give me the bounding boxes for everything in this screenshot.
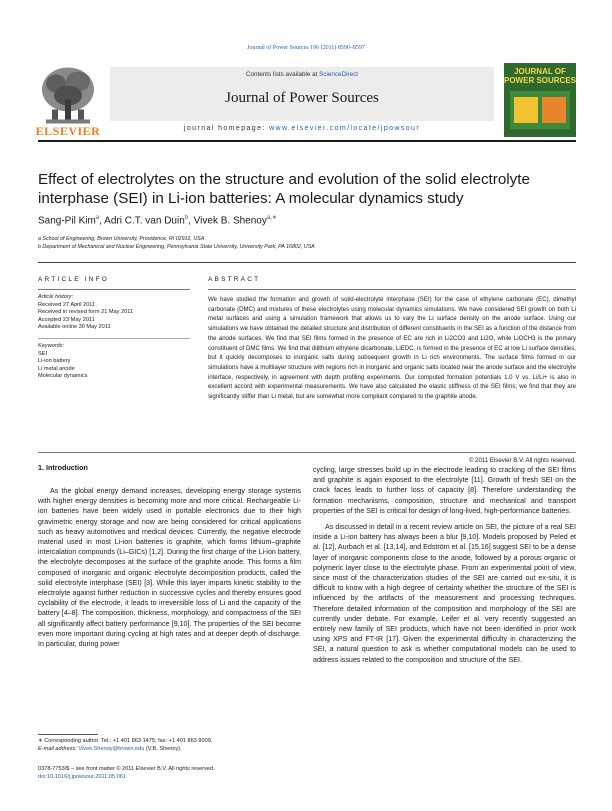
email-suffix: (V.B. Shenoy).: [144, 746, 182, 752]
email-label: E-mail address:: [38, 746, 79, 752]
email-line: [38, 745, 301, 753]
keyword: Molecular dynamics: [38, 373, 88, 380]
intro-paragraph: As discussed in detail in a recent review article on SEI, the picture of a real SEI inside a Li-ion battery has always been a blur [9,10]. Models proposed by Peled et al. [12], Aurbach et al. [13,14], and Edström et al. [15,16] suggest SEI to be a dense layer of inorganic components close to the anode, followed by a porous organic or polymeric layer close to the electrolyte phase. From an experimental point of view, since most of the characterization studies of the SEI are carried out ex-situ, it is difficult to know with a high degree of certainty whether the structure of the SEI is influenced by the artifacts of the measurement and processing techniques. Therefore detailed information of the composition and morphology of the SEI are currently under debate. For example, Leifer et al. very recently suggested an entirely new family of SEI products, which have not been identified in prior work using XPS and FT-IR [17]. Given the experimental difficulty in characterizing the SEI, a natural question to ask is whether computational models can be used to address issues related to the composition and structure of the SEI.: [313, 523, 576, 664]
intro-left-column: [38, 486, 301, 649]
author-name[interactable]: Adri C.T. van Duin: [104, 215, 185, 227]
author-name[interactable]: Sang-Pil Kim: [38, 215, 96, 227]
footnote-rule: [38, 734, 98, 735]
abstract-heading: ABSTRACT: [208, 276, 261, 283]
intro-right-column: [313, 465, 576, 665]
article-info-rule: [38, 289, 190, 290]
author-affiliation-mark[interactable]: b: [184, 215, 189, 221]
author-affiliation-mark[interactable]: a: [95, 215, 100, 221]
history-label: Article history:: [38, 294, 74, 300]
keyword: Li metal anode: [38, 365, 75, 372]
affiliation-rule: [38, 262, 576, 263]
article-info-block: [38, 292, 182, 381]
abstract-copyright: © 2011 Elsevier B.V. All rights reserved.: [468, 457, 576, 464]
elsevier-wordmark: ELSEVIER: [35, 124, 101, 138]
author-affiliation-mark[interactable]: a,∗: [266, 215, 277, 221]
issn-footer: [38, 766, 338, 781]
homepage-link[interactable]: www.elsevier.com/locate/jpowsour: [269, 125, 421, 132]
sciencedirect-link[interactable]: ScienceDirect: [319, 71, 358, 78]
article-info-heading: ARTICLE INFO: [38, 276, 110, 283]
author-name[interactable]: Vivek B. Shenoy: [193, 215, 267, 227]
author-list: Sang-Pil Kim$^a$, Adri C.T. van Duin$^b$, Vivek B. Shenoy$^{a,∗}$: [38, 215, 277, 227]
corresponding-line: ∗ Corresponding author. Tel.: +1 401 863 1475; fax: +1 401 863 9009.: [38, 738, 213, 744]
journal-reference[interactable]: Journal of Power Sources 196 (2011) 8590–8597: [247, 45, 365, 51]
keyword: SEI: [38, 350, 48, 357]
intro-paragraph: As the global energy demand increases, developing energy storage systems with higher energy densities is becoming more and more critical. Rechargeable Li-ion batteries have been widely used in portable electronics due to their high gravimetric energy storage and now are being considered for critical applications such as heavy automotives and medical devices. Currently, the negative electrode material used in most Li-ion batteries is graphite, which forms lithium–graphite intercalation compounds (Li–GICs) [1,2]. During the first charge of the Li-ion battery, the electrolyte decomposes at the surface of the graphite anode. This forms a film composed of inorganic and organic electrolyte decomposition products, called the solid electrolyte interphase (SEI) [3]. While this layer imparts kinetic stability to the electrolyte against further reduction in successive cycles and thereby ensures good cyclability of the electrode, it leads to irreversible loss of Li and the capacity of the battery [4–8]. The composition, thickness, morphology, and compactness of the SEI all significantly affect battery performance [9,10]. The properties of the SEI become even more important during cycling at high rates and at deeper depth of discharge. In particular, during power: [38, 487, 301, 649]
abstract-text: We have studied the formation and growth of solid-electrolyte interphase (SEI) for the case of ethylene carbonate (EC), dimethyl carbonate (DMC) and mixtures of these electrolytes using molecular dynamics simulations. We have considered SEI growth on both Li metal surfaces and using a simulation framework that allows us to vary the Li surface density on the anode surface. Using our simulations we have obtained the detailed structure and distribution of different constituents in the SEI as a function of the distance from the anode surfaces. We find that SEI films formed in the presence of EC are rich in Li2CO3 and Li2O, while LiOCH3 is the primary constituent of DMC films. We find that dilithium ethylene dicarbonate, LiEDC, is formed in the presence of EC at low Li surface densities, but it quickly decomposes to inorganic salts during subsequent growth in Li rich environments. The surface films formed in our simulations have a multilayer structure with regions rich in inorganic and organic salts located near the anode surface and the electrolyte interface, respectively, in agreement with depth profiling experiments. Our computed formation potentials 1.0 V vs. Li/Li+ is also in excellent accord with experimental measurements. We have also calculated the elastic stiffness of the SEI films; we find that they are significantly stiffer than Li metal, but are somewhat more compliant compared to the graphite anode.: [208, 296, 576, 401]
doi-link[interactable]: doi:10.1016/j.jpowsour.2011.05.061: [38, 773, 126, 780]
history-item: Accepted 23 May 2011: [38, 316, 95, 323]
section-heading-introduction: 1. Introduction: [38, 463, 88, 472]
keywords-rule: [38, 338, 190, 339]
affiliation: a School of Engineering, Brown University, Providence, RI 02912, USA: [38, 236, 205, 242]
issn-line: 0378-7753/$ – see front matter © 2011 Elsevier B.V. All rights reserved.: [38, 766, 215, 772]
header-rule: [38, 140, 576, 142]
contents-available-line: [110, 71, 494, 78]
article-title: Effect of electrolytes on the structure and evolution of the solid electrolyte interphase (SEI) in Li-ion batteries: A molecular dynamics study: [38, 171, 530, 207]
affiliation: b Department of Mechanical and Nuclear Engineering, Pennsylvania State University, University Park, PA 16802, USA: [38, 244, 315, 250]
email-link[interactable]: Vivek.Shenoy@brown.edu: [78, 746, 145, 752]
journal-name: Journal of Power Sources: [225, 90, 379, 106]
history-item: Received 27 April 2011: [38, 301, 96, 308]
cover-title: JOURNAL OF POWER SOURCES: [504, 67, 577, 85]
history-item: Available online 30 May 2011: [38, 324, 111, 331]
abstract-bottom-rule: [38, 452, 576, 453]
abstract-rule: [208, 289, 576, 290]
keyword: Li-ion battery: [38, 358, 71, 365]
keywords-label: Keywords:: [38, 342, 65, 349]
corresponding-author-footnote: [38, 737, 301, 753]
contents-prefix: Contents lists available at: [245, 71, 320, 78]
homepage-prefix: journal homepage:: [183, 125, 270, 132]
history-item: Received in revised form 21 May 2011: [38, 309, 134, 316]
journal-homepage-line: [110, 125, 494, 132]
intro-paragraph: cycling, large stresses build up in the electrode leading to cracking of the SEI films and graphite is again exposed to the electrolyte [11]. Growth of fresh SEI on the crack faces leads to further loss of capacity [8]. Therefore understanding the formation mechanisms, composition, structure and mechanical and transport properties of the SEI is critical for design of long-lived, high-performance batteries.: [313, 466, 576, 515]
